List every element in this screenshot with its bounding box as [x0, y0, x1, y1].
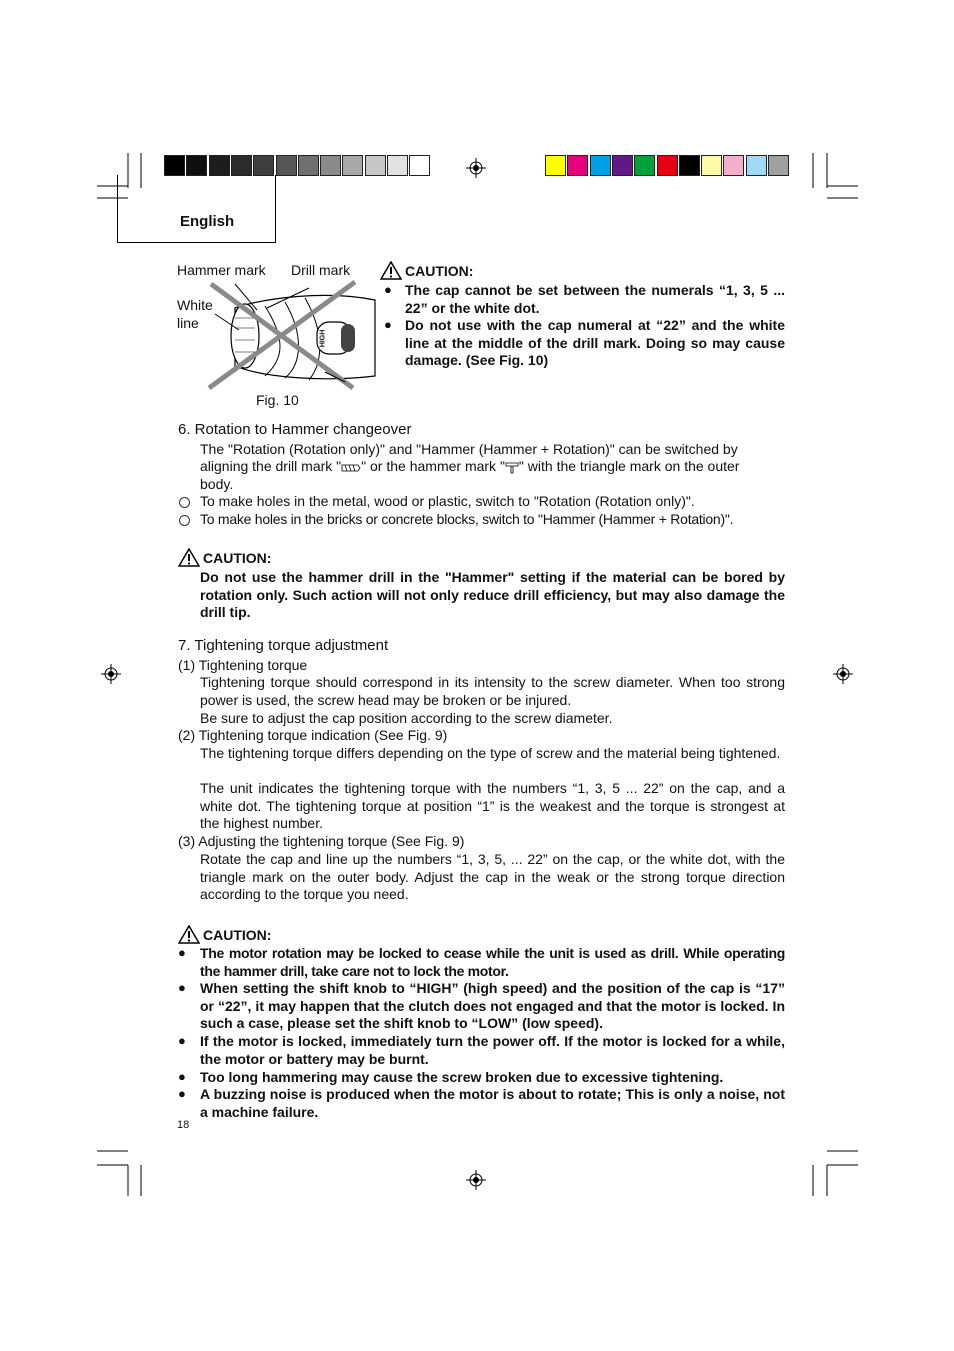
bullet-icon: ● [178, 945, 186, 960]
color-swatch [231, 155, 252, 176]
section-6-para-line3: body. [200, 476, 234, 492]
color-swatch [723, 155, 744, 176]
warning-triangle-icon [380, 261, 402, 280]
caution3-item: The motor rotation may be locked to cease while the unit is used as drill. While operating the hammer drill, take care not to lock the motor. [200, 945, 785, 979]
color-swatch [276, 155, 297, 176]
circle-bullet-icon [179, 497, 190, 508]
color-swatch [253, 155, 274, 176]
page-number: 18 [177, 1119, 190, 1131]
language-label: English [180, 213, 235, 230]
color-swatch [209, 155, 230, 176]
color-swatch [679, 155, 700, 176]
color-swatch [590, 155, 611, 176]
section-6-item: To make holes in the metal, wood or plastic, switch to "Rotation (Rotation only)". [200, 493, 695, 509]
caution-heading [380, 261, 473, 280]
color-swatch [365, 155, 386, 176]
color-swatch [746, 155, 767, 176]
caution3-item: If the motor is locked, immediately turn the power off. If the motor is locked for a while, the motor or battery may be burnt. [200, 1033, 785, 1067]
caution1-item: The cap cannot be set between the numerals “1, 3, 5 ... 22” or the white dot. [405, 282, 785, 316]
color-swatch [186, 155, 207, 176]
subsection-1-text: Tightening torque should correspond in its intensity to the screw diameter. When too strong power is used, the screw head may be broken or be injured. [200, 674, 785, 708]
section-6-item: To make holes in the bricks or concrete blocks, switch to "Hammer (Hammer + Rotation)". [200, 511, 734, 527]
bullet-icon: ● [384, 282, 392, 297]
white-label: White [177, 297, 213, 313]
registration-mark-icon [101, 664, 121, 684]
section-6-heading: 6. Rotation to Hammer changeover [178, 421, 412, 438]
section-6-text: aligning the drill mark " [200, 458, 342, 474]
color-swatch [545, 155, 566, 176]
knob-high-text: HIGH [319, 329, 327, 348]
language-tab [117, 175, 276, 243]
color-swatch [320, 155, 341, 176]
drill-mark-icon [341, 462, 361, 474]
hammer-mark-label: Hammer mark [177, 262, 266, 278]
subsection-2-text: The tightening torque differs depending on the type of screw and the material being tightened. [200, 745, 781, 761]
warning-triangle-icon [178, 548, 200, 567]
section-6-text: " or the hammer mark " [361, 458, 505, 474]
caution3-item: A buzzing noise is produced when the motor is about to rotate; This is only a noise, not a machine failure. [200, 1086, 785, 1120]
caution-title: CAUTION: [203, 549, 272, 566]
section-6-para-line2 [200, 458, 785, 476]
section-6-text: " with the triangle mark on the outer [518, 458, 740, 474]
bullet-icon: ● [178, 1069, 186, 1084]
drill-cap-illustration [205, 278, 377, 393]
caution-heading [178, 548, 271, 567]
caution3-item: Too long hammering may cause the screw broken due to excessive tightening. [200, 1069, 724, 1085]
line-label: line [177, 314, 199, 331]
warning-triangle-icon [178, 925, 200, 944]
caution1-item: Do not use with the cap numeral at “22” and the white line at the middle of the drill mark. Doing so may cause damage. (See Fig. 10) [405, 317, 785, 369]
color-swatch [612, 155, 633, 176]
hammer-mark-icon [505, 461, 519, 474]
color-swatch [634, 155, 655, 176]
color-swatch [298, 155, 319, 176]
caution-title: CAUTION: [405, 262, 474, 279]
caution2-text: Do not use the hammer drill in the "Hammer" setting if the material can be bored by rotation only. Such action will not only reduce drill efficiency, but may also damage the drill tip. [200, 569, 785, 621]
subsection-2-label: (2) Tightening torque indication (See Fig. 9) [178, 727, 448, 743]
figure-caption: Fig. 10 [256, 392, 299, 408]
color-swatch [387, 155, 408, 176]
bullet-icon: ● [178, 1033, 186, 1048]
circle-bullet-icon [179, 515, 190, 526]
subsection-3-label: (3) Adjusting the tightening torque (See Fig. 9) [178, 833, 465, 849]
subsection-2-text: The unit indicates the tightening torque with the numbers “1, 3, 5 ... 22” on the cap, and a white dot. The tightening torque at position “1” is the weakest and the torque is strongest at the highest number. [200, 780, 785, 832]
caution-title: CAUTION: [203, 926, 272, 943]
color-swatch [768, 155, 789, 176]
color-swatch [657, 155, 678, 176]
subsection-3-text: Rotate the cap and line up the numbers “1, 3, 5, ... 22” on the cap, or the white dot, with the triangle mark on the outer body. Adjust the cap in the weak or the strong torque direction according to the torque you need. [200, 851, 785, 903]
subsection-1-text: Be sure to adjust the cap position according to the screw diameter. [200, 710, 613, 726]
section-7-heading: 7. Tightening torque adjustment [178, 637, 389, 654]
color-swatch [567, 155, 588, 176]
bullet-icon: ● [178, 980, 186, 995]
section-6-para-line1: The "Rotation (Rotation only)" and "Hammer (Hammer + Rotation)" can be switched by [200, 441, 738, 457]
color-swatch [409, 155, 430, 176]
bullet-icon: ● [384, 317, 392, 332]
subsection-1-label: (1) Tightening torque [178, 657, 308, 673]
registration-mark-icon [466, 1170, 486, 1190]
bullet-icon: ● [178, 1086, 186, 1101]
color-swatch [164, 155, 185, 176]
drill-mark-label: Drill mark [291, 262, 351, 278]
caution3-item: When setting the shift knob to “HIGH” (high speed) and the position of the cap is “17” or “22”, it may happen that the clutch does not engaged and that the motor is locked. In such a case, please set the shift knob to “LOW” (low speed). [200, 980, 785, 1032]
color-swatch [342, 155, 363, 176]
color-swatch [701, 155, 722, 176]
registration-mark-icon [466, 158, 486, 178]
registration-mark-icon [833, 664, 853, 684]
caution-heading [178, 925, 271, 944]
